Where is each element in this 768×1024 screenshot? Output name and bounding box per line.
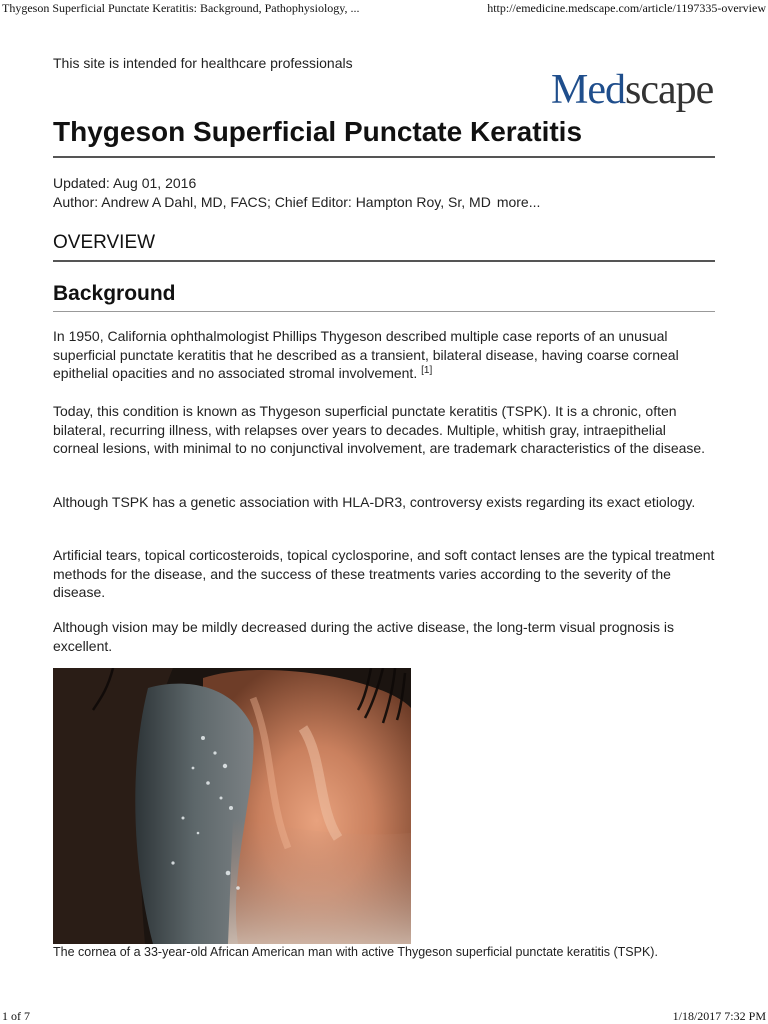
print-footer (0, 1008, 768, 1024)
updated-date: Updated: Aug 01, 2016 (53, 175, 197, 191)
print-header-title: Thygeson Superficial Punctate Keratitis: Background, Pathophysiology, ... (2, 1, 360, 15)
figure-caption: The cornea of a 33-year-old African American man with active Thygeson superficial punctate keratitis (TSPK). (53, 945, 658, 959)
medscape-logo[interactable] (551, 66, 715, 114)
more-authors-link[interactable]: more... (496, 194, 541, 210)
print-date: 1/18/2017 7:32 PM (672, 1009, 766, 1023)
hcp-notice: This site is intended for healthcare professionals (53, 55, 353, 71)
cornea-photo[interactable] (53, 668, 411, 944)
paragraph-2: Today, this condition is known as Thygeson superficial punctate keratitis (TSPK). It is a chronic, often bilateral, recurring illness, with relapses over years to decades. Multiple, whitish gray, intraepithelial corneal lesions, with minimal to no conjunctival involvement, are trademark characteristics of the disease. (53, 403, 706, 456)
cornea-photo-illustration (53, 668, 411, 944)
paragraph-1-text: In 1950, California ophthalmologist Phillips Thygeson described multiple case reports of an unusual superficial punctate keratitis that he described as a transient, bilateral disease, having coarse corneal epithelial opacities and no associated stromal involvement. (53, 328, 679, 381)
paragraph-5: Although vision may be mildly decreased during the active disease, the long-term visual prognosis is excellent. (53, 619, 674, 654)
title-divider (53, 156, 715, 158)
author-text: Author: Andrew A Dahl, MD, FACS; Chief Editor: Hampton Roy, Sr, MD (53, 194, 491, 210)
reference-link[interactable]: [1] (421, 365, 433, 376)
paragraph-3: Although TSPK has a genetic association with HLA-DR3, controversy exists regarding its exact etiology. (53, 494, 696, 510)
author-line (53, 194, 540, 210)
section-divider (53, 260, 715, 262)
page-number: 1 of 7 (2, 1009, 30, 1023)
paragraph-1 (53, 327, 715, 383)
paragraph-4: Artificial tears, topical corticosteroids, topical cyclosporine, and soft contact lenses are the typical treatment methods for the disease, and the success of these treatments varies according to the severity of the disease. (53, 547, 715, 600)
logo-rest-text: scape (625, 67, 714, 113)
print-header-url: http://emedicine.medscape.com/article/1197335-overview (487, 1, 766, 15)
subheading-divider (53, 311, 715, 312)
subheading-background: Background (53, 282, 176, 305)
section-heading-overview: OVERVIEW (53, 232, 156, 253)
page-title: Thygeson Superficial Punctate Keratitis (53, 116, 583, 147)
logo-accent-text: Med (551, 67, 625, 113)
print-header (0, 0, 768, 16)
